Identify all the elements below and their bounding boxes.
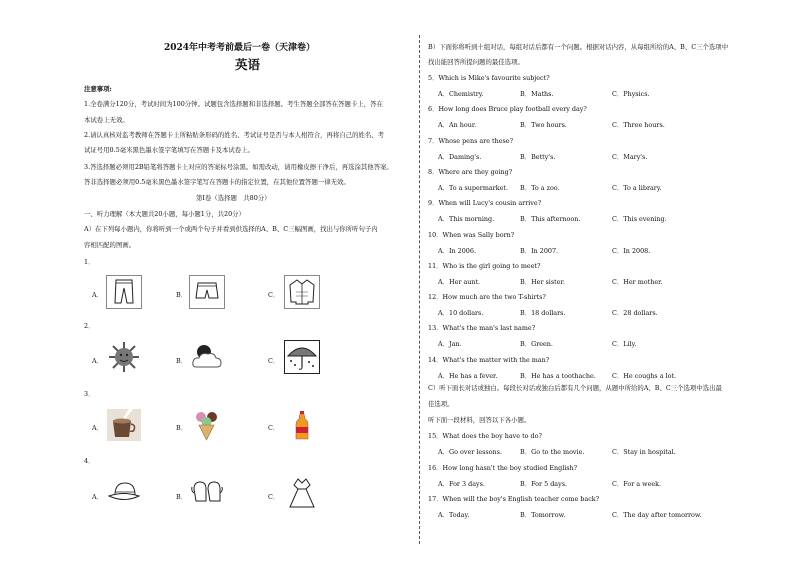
question-text: 10．When was Sally born? bbox=[428, 230, 515, 239]
option-label: B． bbox=[176, 357, 188, 365]
option-label: B． bbox=[176, 493, 188, 501]
option-c[interactable]: C．28 dollars. bbox=[612, 309, 658, 318]
notes-line: 3.答选择题必须用2B铅笔将答题卡上对应的答案标号涂黑。如需改动，请用橡皮擦干净后，再选涂其他答案。 bbox=[84, 163, 393, 171]
option-a[interactable]: A．Go over lessons. bbox=[438, 448, 502, 456]
section-b-intro: B）下面你将听到十组对话，每组对话后都有一个问题。根据对话内容，从每组所给的A、B、C三个选项中 bbox=[428, 43, 729, 51]
section-a-intro: 容相匹配的图画。 bbox=[84, 241, 136, 249]
option-b[interactable]: B．Betty's. bbox=[520, 152, 556, 161]
notes-line: 试证号用0.5毫米黑色墨水签字笔填写在答题卡及本试卷上。 bbox=[84, 146, 254, 154]
right-column bbox=[428, 0, 764, 562]
jacket-icon[interactable] bbox=[284, 275, 320, 309]
option-b[interactable]: B．Go to the movie. bbox=[520, 448, 585, 456]
question-text: 8．Where are they going? bbox=[428, 167, 513, 176]
question-text: 11．Who is the girl going to meet? bbox=[428, 261, 541, 270]
option-c[interactable]: C．Mary's. bbox=[612, 152, 648, 161]
option-b[interactable]: B．18 dollars. bbox=[520, 309, 566, 318]
option-label: C． bbox=[268, 291, 280, 299]
option-c[interactable]: C．To a library. bbox=[612, 183, 662, 192]
sun-icon[interactable] bbox=[106, 340, 142, 374]
option-a[interactable]: A．He has a fever. bbox=[438, 371, 498, 380]
option-b[interactable]: B．Her sister. bbox=[520, 277, 565, 286]
juice-bottle-icon[interactable] bbox=[284, 408, 320, 442]
notes-line: 1.全卷满分120分，考试时间为100分钟。试题包含选择题和非选择题。考生答题全部答在答题卡上，答在 bbox=[84, 100, 383, 108]
question-text: 14．What's the matter with the man? bbox=[428, 355, 550, 364]
question-text: 16．How long hasn't the boy studied English? bbox=[428, 463, 578, 472]
option-label: A． bbox=[92, 357, 104, 365]
cloudy-icon[interactable] bbox=[189, 340, 225, 374]
section-c-sub: 听下面一段材料，回答以下各小题。 bbox=[428, 416, 531, 424]
notes-heading: 注意事项: bbox=[84, 85, 112, 93]
question-number: 1． bbox=[84, 258, 95, 266]
option-b[interactable]: B．To a zoo. bbox=[520, 183, 560, 192]
shorts-icon[interactable] bbox=[189, 275, 225, 309]
option-c[interactable]: C．Her mother. bbox=[612, 277, 663, 286]
option-b[interactable]: B．In 2007. bbox=[520, 246, 559, 255]
option-a[interactable]: A．In 2006. bbox=[438, 246, 476, 255]
option-label: C． bbox=[268, 424, 280, 432]
option-a[interactable]: A．To a supermarket. bbox=[438, 183, 508, 192]
option-a[interactable]: A．Jan. bbox=[438, 340, 462, 349]
option-b[interactable]: B．Green. bbox=[520, 340, 553, 349]
hat-icon[interactable] bbox=[106, 476, 142, 510]
notes-line: 2.请认真核对监考教师在答题卡上所粘贴条形码的姓名、考试证号是否与本人相符合，再将自己的姓名、考 bbox=[84, 131, 385, 139]
option-b[interactable]: B．He has a toothache. bbox=[520, 371, 596, 380]
option-c[interactable]: C．He coughs a lot. bbox=[612, 371, 677, 380]
option-label: A． bbox=[92, 291, 104, 299]
question-number: 2． bbox=[84, 322, 95, 330]
option-c[interactable]: C．In 2008. bbox=[612, 246, 651, 255]
option-c[interactable]: C．Physics. bbox=[612, 90, 650, 98]
question-text: 9．When will Lucy's cousin arrive? bbox=[428, 199, 542, 208]
question-text: 17．When will the boy's English teacher come back? bbox=[428, 495, 600, 503]
column-divider bbox=[419, 35, 420, 544]
section-c-intro: C）听下面长对话或独白。每段长对话或独白后都有几个问题，从题中所给的A、B、C三个选项中选出最 bbox=[428, 384, 722, 392]
part-heading: 第I卷（选择题 共80分） bbox=[196, 194, 271, 202]
notes-line: 答非选择题必须用0.5毫米黑色墨水签字笔写在答题卡的指定位置，在其他位置答题一律无效。 bbox=[84, 178, 350, 186]
option-a[interactable]: A．This morning. bbox=[438, 215, 495, 224]
option-a[interactable]: A．10 dollars. bbox=[438, 309, 484, 318]
trousers-icon[interactable] bbox=[106, 275, 142, 309]
umbrella-rain-icon[interactable] bbox=[284, 340, 320, 374]
option-a[interactable]: A．Daming's. bbox=[438, 152, 482, 161]
option-label: A． bbox=[92, 493, 104, 501]
left-column bbox=[84, 0, 414, 562]
gloves-icon[interactable] bbox=[189, 476, 225, 510]
dress-icon[interactable] bbox=[284, 476, 320, 510]
option-b[interactable]: B．Tomorrow. bbox=[520, 511, 566, 519]
section-heading: 一、听力理解（本大题共20小题，每小题1分，共20分） bbox=[84, 210, 245, 218]
option-c[interactable]: C．Three hours. bbox=[612, 121, 665, 130]
option-b[interactable]: B．This afternoon. bbox=[520, 215, 581, 224]
option-b[interactable]: B．Two hours. bbox=[520, 121, 567, 130]
option-label: B． bbox=[176, 424, 188, 432]
question-number: 3． bbox=[84, 390, 95, 398]
option-c[interactable]: C．This evening. bbox=[612, 215, 667, 224]
coffee-icon[interactable] bbox=[106, 408, 142, 442]
option-c[interactable]: C．Lily. bbox=[612, 340, 637, 349]
question-text: 12．How much are the two T-shirts? bbox=[428, 293, 546, 302]
option-b[interactable]: B．For 5 days. bbox=[520, 479, 568, 488]
exam-title: 2024年中考考前最后一卷（天津卷） bbox=[164, 43, 316, 53]
notes-line: 本试卷上无效。 bbox=[84, 116, 129, 124]
option-a[interactable]: A．An hour. bbox=[438, 121, 477, 130]
option-a[interactable]: A．Today. bbox=[438, 511, 470, 519]
question-text: 7．Whose pens are these? bbox=[428, 136, 514, 145]
option-label: A． bbox=[92, 424, 104, 432]
question-text: 6．How long does Bruce play football every day? bbox=[428, 105, 587, 114]
option-b[interactable]: B．Maths. bbox=[520, 90, 554, 98]
question-text: 15．What does the boy have to do? bbox=[428, 432, 542, 440]
option-a[interactable]: A．Her aunt. bbox=[438, 277, 481, 286]
section-a-intro: A）在下列每小题内，你将听到一个或两个句子并看到供选择的A、B、C三幅图画，找出与你所听句子内 bbox=[84, 225, 378, 233]
option-a[interactable]: A．Chemistry. bbox=[438, 90, 484, 98]
question-text: 13．What's the man's last name? bbox=[428, 324, 536, 333]
section-b-intro: 找出能回答所提问题的最佳选项。 bbox=[428, 58, 524, 66]
subject-title: 英语 bbox=[235, 57, 261, 72]
option-c[interactable]: C．The day after tomorrow. bbox=[612, 511, 702, 519]
ice-cream-icon[interactable] bbox=[189, 408, 225, 442]
question-number: 4． bbox=[84, 457, 95, 465]
question-text: 5．Which is Mike's favourite subject? bbox=[428, 74, 550, 82]
option-c[interactable]: C．For a week. bbox=[612, 479, 662, 488]
option-a[interactable]: A．For 3 days. bbox=[438, 479, 485, 488]
option-label: C． bbox=[268, 493, 280, 501]
section-c-intro: 佳选项。 bbox=[428, 400, 454, 408]
option-c[interactable]: C．Stay in hospital. bbox=[612, 448, 676, 456]
option-label: C． bbox=[268, 357, 280, 365]
option-label: B． bbox=[176, 291, 188, 299]
